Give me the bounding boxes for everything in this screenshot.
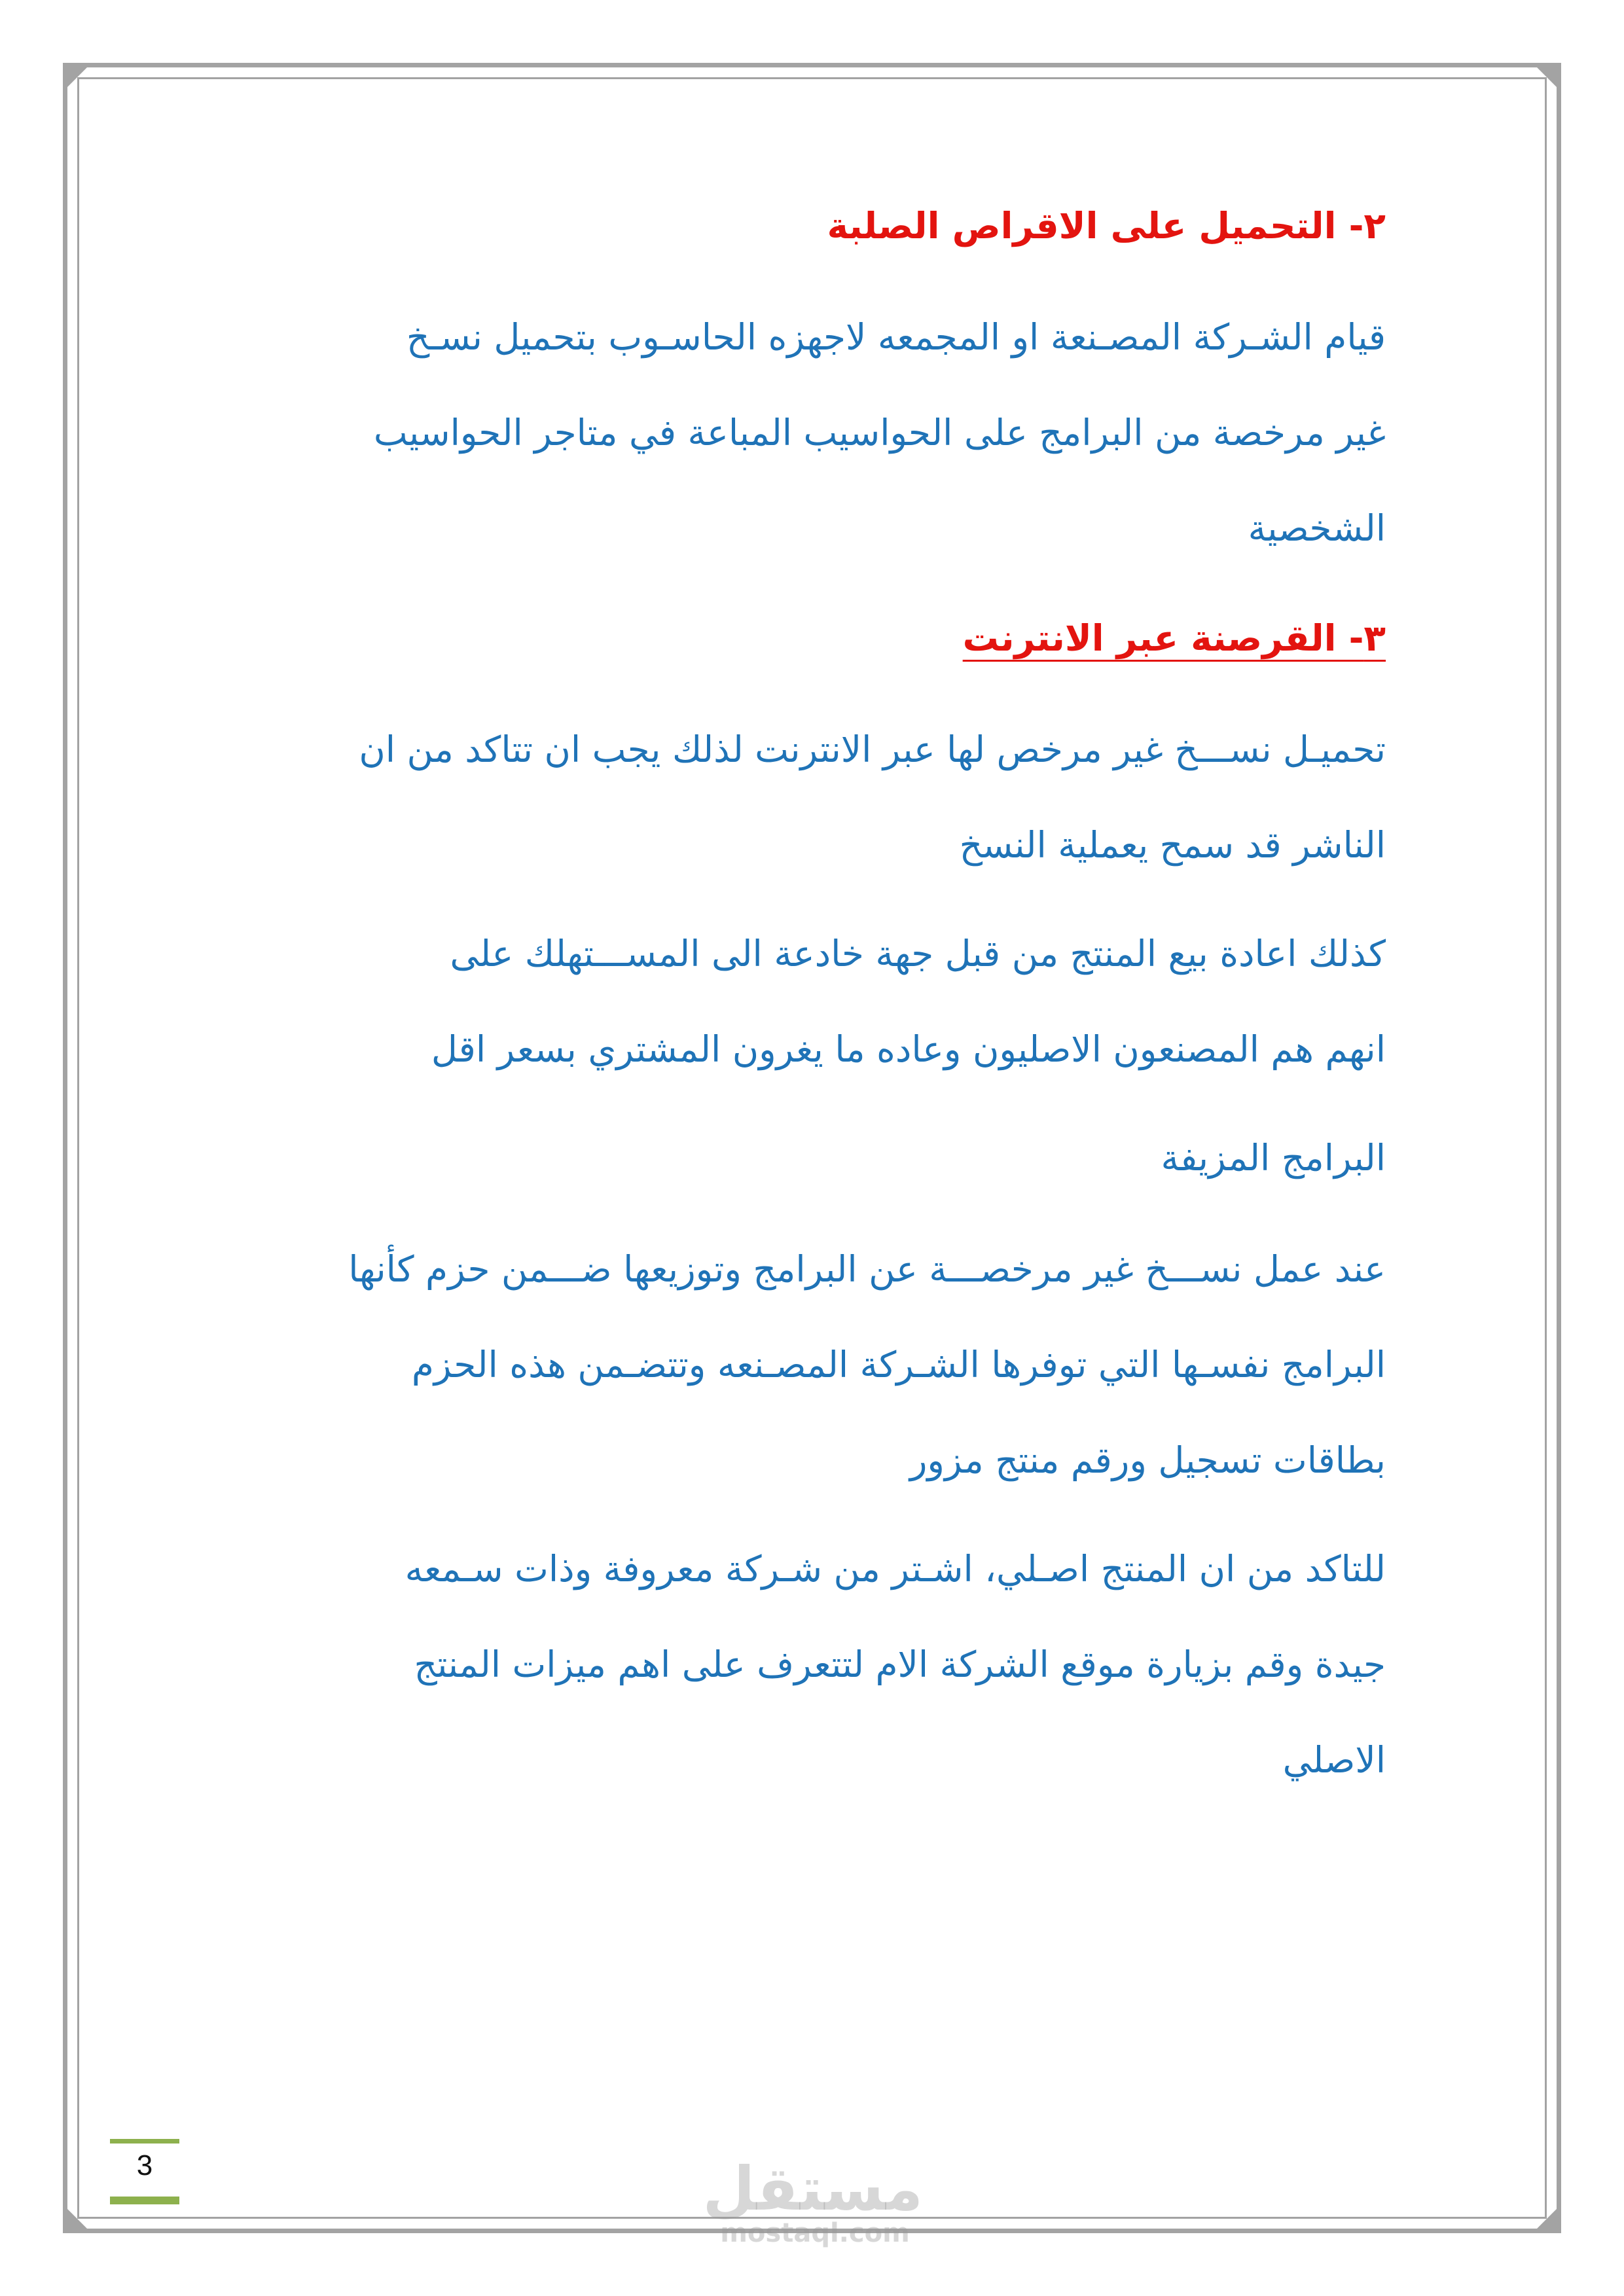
paragraph-line: الاصلي — [1282, 1739, 1386, 1781]
page-number: 3 — [136, 2149, 153, 2181]
document-body — [244, 177, 1386, 1808]
paragraph-internet — [244, 702, 1386, 893]
watermark-logo — [702, 2153, 923, 2258]
paragraph-line: جيدة وقم بزيارة موقع الشركة الام لتتعرف على اهم ميزات المنتج — [414, 1643, 1386, 1685]
paragraph-line: الشخصية — [1248, 507, 1386, 549]
section-heading-internet: ٣- القرصنة عبر الانترنت — [962, 617, 1386, 659]
section-heading-hard-disk: ٢- التحميل على الاقراص الصلبة — [827, 205, 1386, 247]
paragraph-hard-disk — [244, 289, 1386, 576]
watermark-latin: mostaql.com — [720, 2218, 910, 2248]
paragraph-line: انهم هم المصنعون الاصليون وعاده ما يغرون المشتري بسعر اقل — [431, 1028, 1386, 1070]
paragraph-line: تحميـل نســـخ غير مرخص لها عبر الانترنت لذلك يجب ان تتاكد من ان — [359, 728, 1386, 770]
paragraph-line: غير مرخصة من البرامج على الحواسيب المباعة في متاجر الحواسيب — [373, 412, 1386, 454]
page-number-rule-bottom — [110, 2197, 179, 2204]
paragraph-line: الناشر قد سمح يعملية النسخ — [959, 824, 1386, 866]
frame-corner-ornament — [65, 65, 89, 89]
paragraph-line: البرامج المزيفة — [1161, 1137, 1386, 1179]
paragraph-line: للتاكد من ان المنتج اصـلي، اشـتر من شـركة معروفة وذات سـمعه — [405, 1548, 1386, 1590]
paragraph-fake-software — [244, 1221, 1386, 1508]
paragraph-line: قيام الشـركة المصـنعة او المجمعه لاجهزه الحاسـوب بتحميل نسـخ — [406, 316, 1386, 358]
frame-corner-ornament — [65, 2207, 89, 2231]
paragraph-line: كذلك اعادة بيع المنتج من قبل جهة خادعة الى المســـتهلك على — [450, 933, 1386, 975]
paragraph-line: بطاقات تسجيل ورقم منتج مزور — [909, 1439, 1386, 1481]
fake-software-title — [244, 1110, 1386, 1206]
paragraph-verify-original — [244, 1521, 1386, 1808]
watermark-arabic: مستقل — [702, 2154, 923, 2224]
paragraph-line: عند عمل نســـخ غير مرخصـــة عن البرامج وتوزيعها ضـــمن حزم كأنها — [348, 1248, 1386, 1290]
frame-corner-ornament — [1535, 2207, 1559, 2231]
paragraph-resale — [244, 906, 1386, 1097]
page-number-rule-top — [110, 2139, 179, 2144]
frame-corner-ornament — [1535, 65, 1559, 89]
paragraph-line: البرامج نفسـها التي توفرها الشـركة المصـنعه وتتضـمن هذه الحزم — [411, 1344, 1386, 1386]
page-number-box — [110, 2139, 179, 2208]
